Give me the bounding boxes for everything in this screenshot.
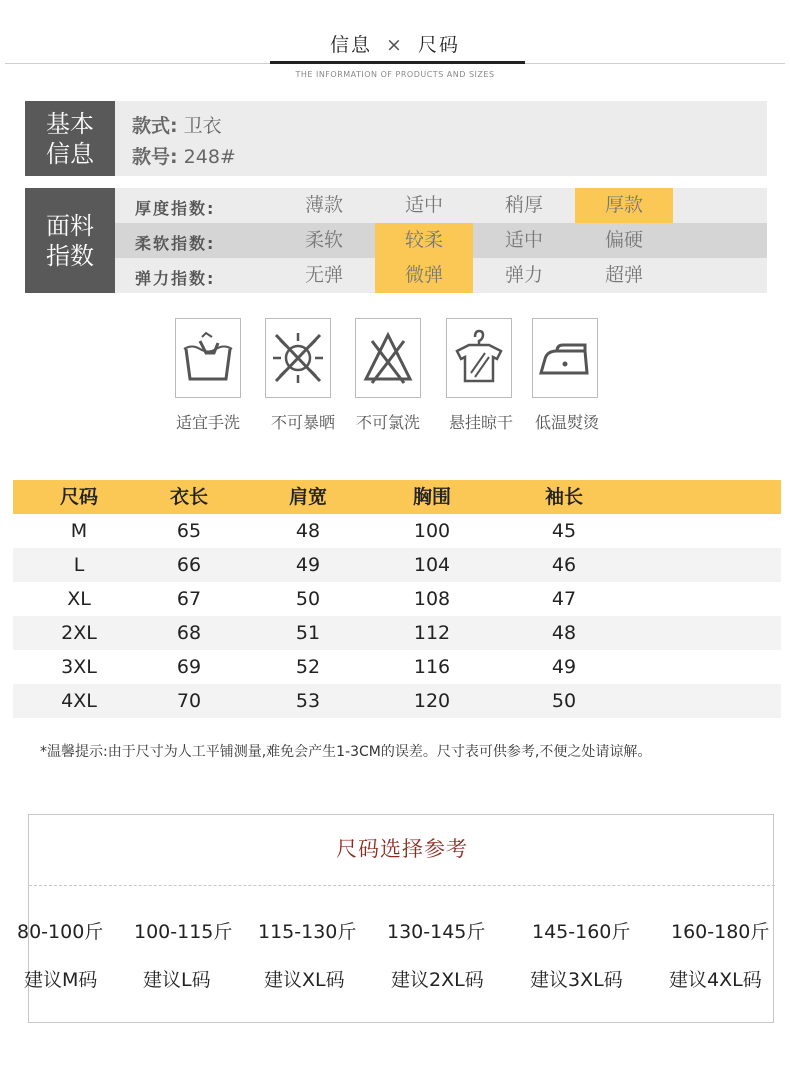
style-row [132,111,222,138]
page-subtitle: THE INFORMATION OF PRODUCTS AND SIZES [295,70,495,79]
size-suggestion: 建议4XL码 [669,969,762,991]
care-label-hand-wash: 适宜手洗 [175,413,240,432]
thickness-row [115,188,767,223]
softness-label: 柔软指数: [135,234,216,253]
weight-range: 100-115斤 [134,921,233,943]
size-reference-divider [29,885,775,886]
softness-option-fairly-soft: 较柔 [375,223,473,258]
header-size: 尺码 [59,486,98,508]
weight-range: 160-180斤 [671,921,770,943]
table-cell: 46 [551,554,577,576]
softness-option-medium: 适中 [504,229,543,251]
table-cell: 70 [176,690,202,712]
size-table-header [13,480,781,514]
table-cell: 48 [551,622,577,644]
hand-wash-icon [175,318,241,398]
elasticity-option-super: 超弹 [604,264,643,286]
table-row [13,616,781,650]
table-cell: 51 [295,622,321,644]
table-cell: 50 [295,588,321,610]
table-cell: 120 [413,690,451,712]
care-label-low-iron: 低温熨烫 [534,413,599,432]
care-label-no-sun: 不可暴晒 [270,413,335,432]
size-suggestion: 建议M码 [24,969,98,991]
table-cell: 53 [295,690,321,712]
no-bleach-icon [355,318,421,398]
table-cell: 2XL [61,622,97,644]
low-temp-iron-icon [532,318,598,398]
number-value: 248# [183,146,236,168]
size-suggestion: 建议L码 [143,969,211,991]
care-label-no-bleach: 不可氯洗 [355,413,420,432]
style-value: 卫衣 [183,115,222,137]
table-cell: M [70,520,88,542]
style-key: 款式: [132,115,178,137]
table-cell: 69 [176,656,202,678]
softness-row [115,223,767,258]
fabric-label-line2: 指数 [46,242,94,270]
weight-range: 145-160斤 [532,921,631,943]
table-cell: 52 [295,656,321,678]
basic-info-label-line2: 信息 [46,140,94,168]
fabric-label-line1: 面料 [46,212,94,240]
size-table [13,480,781,718]
table-row [13,684,781,718]
size-suggestion: 建议3XL码 [530,969,623,991]
page-header [0,0,790,90]
table-row [13,582,781,616]
table-cell: 3XL [61,656,97,678]
number-row [132,142,236,169]
thickness-option-medium: 适中 [404,194,443,216]
table-cell: 50 [551,690,577,712]
table-cell: 45 [551,520,577,542]
thickness-option-thick: 厚款 [575,188,673,223]
care-label-hang-dry: 悬挂晾干 [448,413,513,432]
table-cell: 67 [176,588,202,610]
header-shoulder: 肩宽 [288,486,327,508]
elasticity-label: 弹力指数: [135,269,216,288]
thickness-option-thin: 薄款 [304,194,343,216]
table-cell: 49 [295,554,321,576]
elasticity-option-none: 无弹 [304,264,343,286]
elasticity-row [115,258,767,293]
thickness-label: 厚度指数: [135,199,216,218]
header-sleeve: 袖长 [544,486,583,508]
weight-range: 80-100斤 [17,921,104,943]
table-cell: 65 [176,520,202,542]
thickness-option-slightly-thick: 稍厚 [504,194,543,216]
measurement-note: *温馨提示:由于尺寸为人工平铺测量,难免会产生1-3CM的误差。尺寸表可供参考,不便之处请谅解。 [40,744,652,760]
table-cell: 108 [413,588,451,610]
table-cell: 116 [413,656,451,678]
table-cell: XL [67,588,91,610]
softness-option-hard: 偏硬 [604,229,643,251]
title-info: 信息 [330,34,373,56]
size-reference-title: 尺码选择参考 [336,837,468,861]
fabric-label [25,188,115,293]
table-cell: 100 [413,520,451,542]
table-cell: 112 [413,622,451,644]
number-key: 款号: [132,146,178,168]
table-cell: 66 [176,554,202,576]
no-sun-drying-icon [265,318,331,398]
elasticity-option-stretch: 弹力 [504,264,543,286]
table-row [13,650,781,684]
weight-range: 130-145斤 [387,921,486,943]
hang-dry-icon [446,318,512,398]
weight-range: 115-130斤 [258,921,357,943]
table-row [13,548,781,582]
table-cell: L [73,554,85,576]
size-suggestion: 建议XL码 [264,969,345,991]
basic-info-label-line1: 基本 [46,110,94,138]
table-cell: 104 [413,554,451,576]
table-cell: 4XL [61,690,97,712]
elasticity-option-slight: 微弹 [375,258,473,293]
header-length: 衣长 [169,486,208,508]
title-size: 尺码 [417,34,460,56]
size-suggestion: 建议2XL码 [391,969,484,991]
table-row [13,514,781,548]
table-cell: 68 [176,622,202,644]
table-cell: 48 [295,520,321,542]
title-separator: × [386,34,404,56]
header-chest: 胸围 [412,486,451,508]
page-title [0,30,790,57]
fabric-panel [25,188,767,293]
basic-info-label [25,101,115,176]
table-cell: 47 [551,588,577,610]
basic-info-panel [25,101,767,176]
softness-option-soft: 柔软 [304,229,343,251]
table-cell: 49 [551,656,577,678]
header-accent-bar [270,61,525,64]
